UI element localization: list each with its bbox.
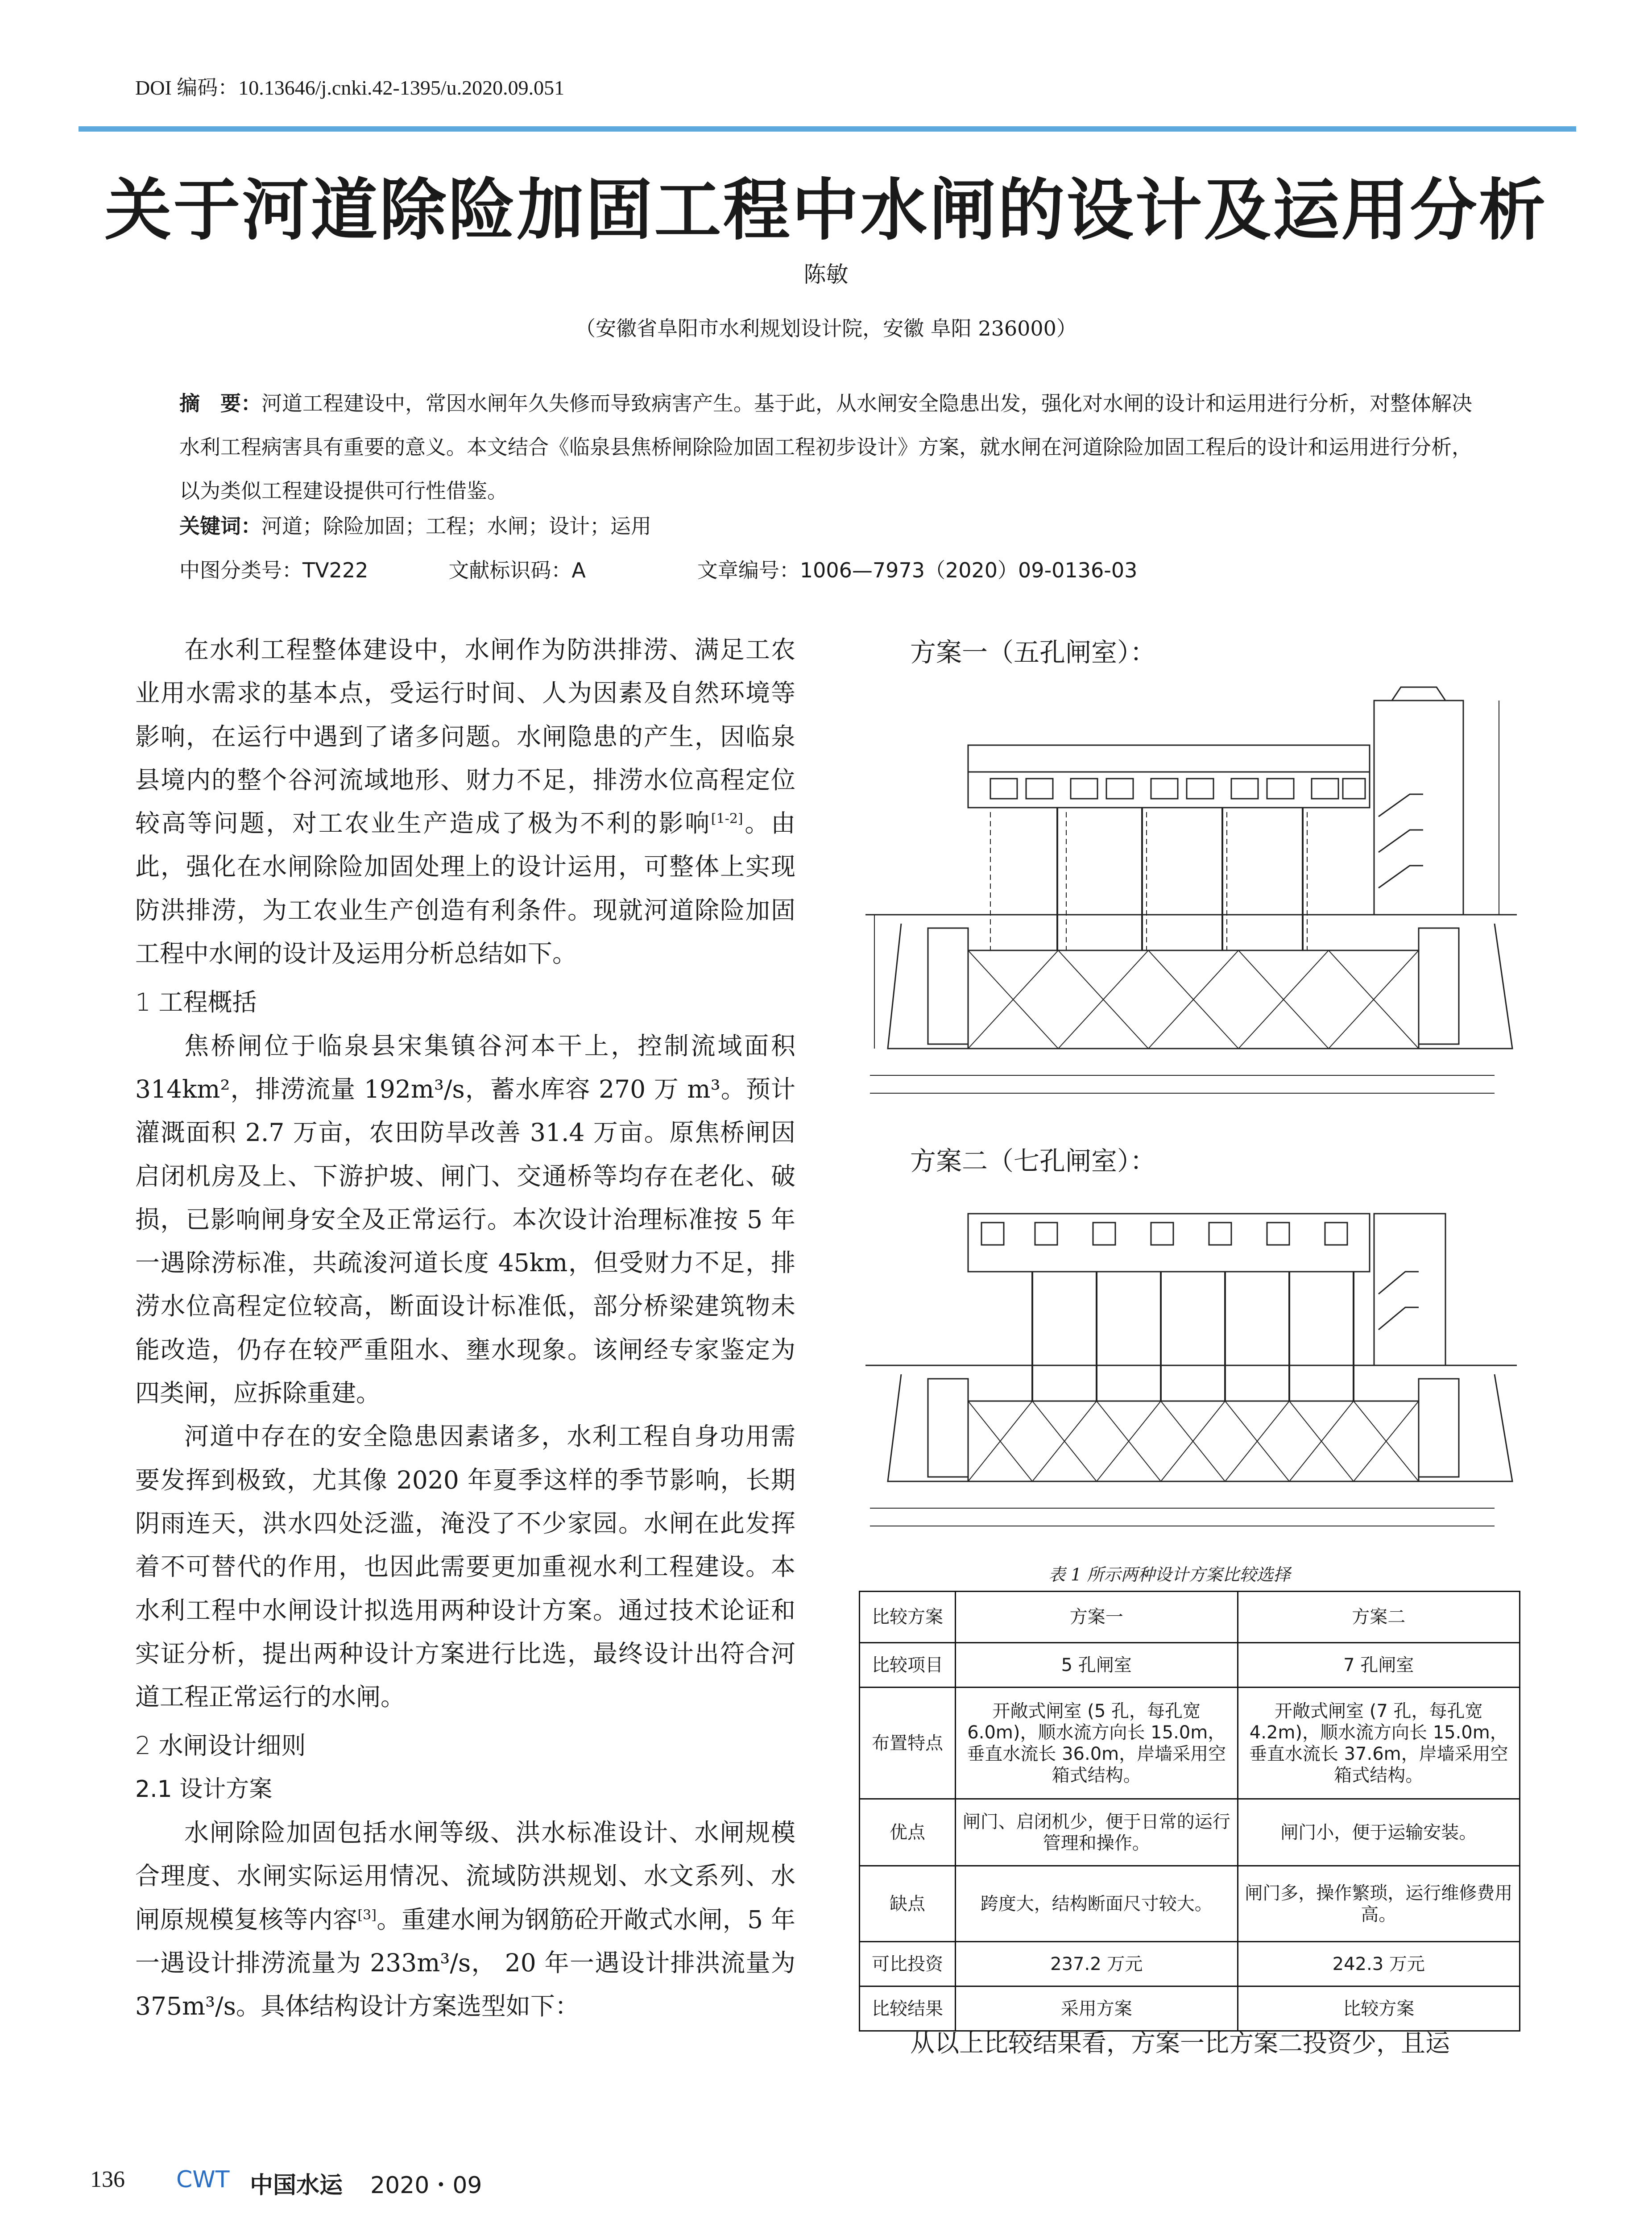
- table-cell: 5 孔闸室: [956, 1643, 1238, 1688]
- doc-code-value: A: [571, 558, 586, 582]
- table-cell: 闸门小，便于运输安装。: [1238, 1799, 1520, 1866]
- clc-label: 中图分类号：: [179, 558, 302, 582]
- table-header-cell: 方案二: [1238, 1592, 1520, 1643]
- table-cell: 比较方案: [1238, 1986, 1520, 2031]
- abstract-text: 河道工程建设中，常因水闸年久失修而导致病害产生。基于此，从水闸安全隐患出发，强化对水闸的设计和运用进行分析，对整体解决水利工程病害具有重要的意义。本文结合《临泉县焦桥闸除险加固工程初步设计》方案，就水闸在河道除险加固工程后的设计和运用进行分析，以为类似工程建设提供可行性借鉴。: [179, 391, 1472, 503]
- keywords-label: 关键词：: [179, 514, 261, 538]
- table-row: [860, 1866, 1520, 1942]
- article-no-label: 文章编号：: [697, 558, 800, 582]
- table-header-row: [860, 1592, 1520, 1643]
- abstract-label: 摘 要：: [179, 391, 261, 415]
- affiliation: （安徽省阜阳市水利规划设计院，安徽 阜阳 236000）: [575, 316, 1077, 340]
- paragraph-overview: 焦桥闸位于临泉县宋集镇谷河本干上，控制流域面积 314km²，排涝流量 192m³/s，蓄水库容 270 万 m³。预计灌溉面积 2.7 万亩，农田防旱改善 31.4 万亩。原焦桥闸因启闭机房及上、下游护坡、闸门、交通桥等均存在老化、破损，已影响闸身安全及正常运行。本次设计治理标准按 5 年一遇除涝标准，共疏浚河道长度 45km，但受财力不足，排涝水位高程定位较高，断面设计标准低，部分桥梁建筑物未能改造，仍存在较严重阻水、壅水现象。该闸经专家鉴定为四类闸，应拆除重建。: [135, 1031, 795, 1408]
- figure-2-caption: 方案二（七孔闸室）：: [910, 1146, 1156, 1176]
- journal-logo: CWT: [176, 2166, 230, 2193]
- table-row: [860, 1799, 1520, 1866]
- table-cell: 7 孔闸室: [1238, 1643, 1520, 1688]
- paragraph-design: [135, 1811, 795, 2028]
- section-1-heading: 1 工程概括: [135, 988, 257, 1017]
- figure-1-caption: 方案一（五孔闸室）：: [910, 637, 1156, 668]
- table-cell: 跨度大，结构断面尺寸较大。: [956, 1866, 1238, 1942]
- paragraph-intro: [135, 628, 795, 975]
- classification-line: [179, 554, 1137, 584]
- table-cell: 布置特点: [860, 1688, 956, 1799]
- keywords-text: 河道；除险加固；工程；水闸；设计；运用: [261, 514, 651, 538]
- table-cell: 闸门、启闭机少，便于日常的运行管理和操作。: [956, 1799, 1238, 1866]
- paper-title: 关于河道除险加固工程中水闸的设计及运用分析: [104, 171, 1548, 249]
- table-cell: 237.2 万元: [956, 1942, 1238, 1986]
- right-column-text: 从以上比较结果看，方案一比方案二投资少，且运: [910, 2029, 1450, 2057]
- intro-tail: 。由此，强化在水闸除险加固处理上的设计运用，可整体上实现防洪排涝，为工农业生产创造有利条件。现就河道除险加固工程中水闸的设计及运用分析总结如下。: [135, 809, 795, 968]
- table-cell: 采用方案: [956, 1986, 1238, 2031]
- journal-name: 中国水运: [250, 2172, 343, 2199]
- comparison-table: [859, 1591, 1520, 2032]
- intro-text: 在水利工程整体建设中，水闸作为防洪排涝、满足工农业用水需求的基本点，受运行时间、人为因素及自然环境等影响，在运行中遇到了诸多问题。水闸隐患的产生，因临泉县境内的整个谷河流域地形、财力不足，排涝水位高程定位较高等问题，对工农业生产造成了极为不利的影响: [135, 635, 795, 838]
- article-no-value: 1006—7973（2020）09-0136-03: [799, 558, 1138, 582]
- section-2-1-heading: 2.1 设计方案: [135, 1775, 273, 1803]
- citation-ref: [3]: [357, 1907, 377, 1923]
- abstract: [179, 382, 1491, 513]
- figure-1-drawing: [857, 683, 1521, 1111]
- table-cell: 比较结果: [860, 1986, 956, 2031]
- left-column: [135, 628, 795, 2028]
- table-cell: 242.3 万元: [1238, 1942, 1520, 1986]
- issue-date: 2020・09: [370, 2172, 482, 2199]
- table-row: [860, 1688, 1520, 1799]
- table-cell: 优点: [860, 1799, 956, 1866]
- design-tail: 。重建水闸为钢筋砼开敞式水闸，5 年一遇设计排涝流量为 233m³/s， 20 年一遇设计排洪流量为 375m³/s。具体结构设计方案选型如下：: [135, 1905, 795, 2021]
- table-row: [860, 1643, 1520, 1688]
- table-caption: 表 1 所示两种设计方案比较选择: [1048, 1565, 1291, 1584]
- table-row: [860, 1942, 1520, 1986]
- keywords: [179, 510, 651, 539]
- doi-line: DOI 编码：10.13646/j.cnki.42-1395/u.2020.09.051: [135, 76, 565, 99]
- design-text: 水闸除险加固包括水闸等级、洪水标准设计、水闸规模合理度、水闸实际运用情况、流域防洪规划、水文系列、水闸原规模复核等内容: [135, 1818, 795, 1934]
- clc-value: TV222: [302, 558, 368, 582]
- table-cell: 闸门多，操作繁琐，运行维修费用高。: [1238, 1866, 1520, 1942]
- doc-code-label: 文献标识码：: [448, 558, 572, 582]
- table-cell: 缺点: [860, 1866, 956, 1942]
- table-cell: 可比投资: [860, 1942, 956, 1986]
- header-rule: [79, 126, 1576, 132]
- figure-2-drawing: [857, 1205, 1521, 1544]
- table-header-cell: 比较方案: [860, 1592, 956, 1643]
- author: 陈敏: [803, 261, 849, 287]
- table-header-cell: 方案一: [956, 1592, 1238, 1643]
- paragraph-hazards: 河道中存在的安全隐患因素诸多，水利工程自身功用需要发挥到极致，尤其像 2020 年夏季这样的季节影响，长期阴雨连天，洪水四处泛滥，淹没了不少家园。水闸在此发挥着不可替代的作用，也因此需要更加重视水利工程建设。本水利工程中水闸设计拟选用两种设计方案。通过技术论证和实证分析，提出两种设计方案进行比选，最终设计出符合河道工程正常运行的水闸。: [135, 1422, 795, 1712]
- table-cell: 开敞式闸室 (7 孔，每孔宽 4.2m)，顺水流方向长 15.0m，垂直水流长 37.6m，岸墙采用空箱式结构。: [1238, 1688, 1520, 1799]
- page-number: 136: [90, 2167, 125, 2192]
- table-cell: 开敞式闸室 (5 孔，每孔宽 6.0m)，顺水流方向长 15.0m，垂直水流长 36.0m，岸墙采用空箱式结构。: [956, 1688, 1238, 1799]
- citation-ref: [1-2]: [711, 811, 743, 827]
- section-2-heading: 2 水闸设计细则: [135, 1731, 306, 1760]
- table-cell: 比较项目: [860, 1643, 956, 1688]
